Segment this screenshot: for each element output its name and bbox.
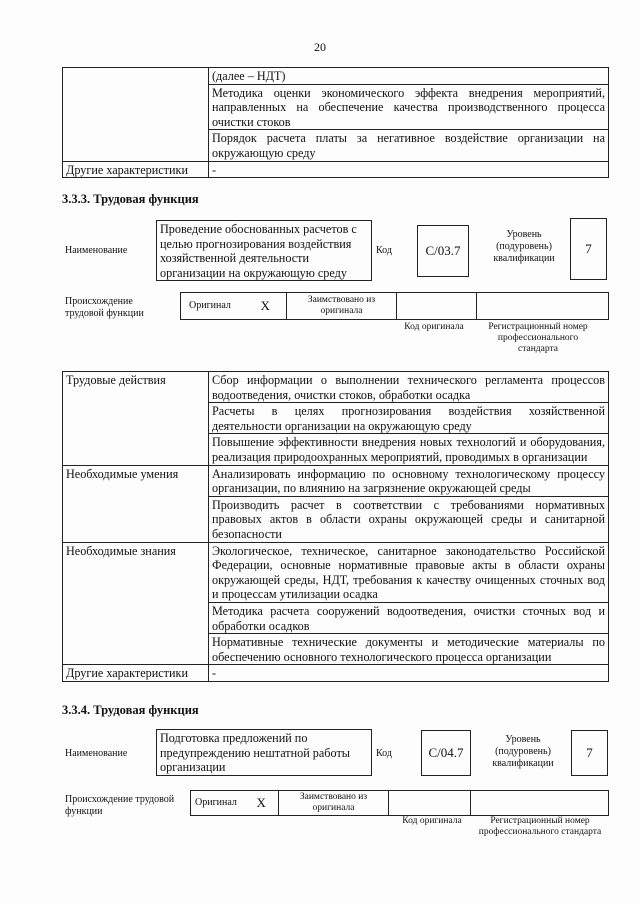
name-value: Проведение обоснованных расчетов с целью прогнозирования воздействия хозяйственной деятельности организации на окружающую среду xyxy=(160,222,357,280)
code-original-cell xyxy=(389,791,471,816)
cell: - xyxy=(209,665,609,682)
level-value-box xyxy=(570,218,607,280)
name-label: Наименование xyxy=(65,748,128,759)
level-label: Уровень (подуровень) квалификации xyxy=(492,734,554,769)
cell: Методика оценки экономического эффекта внедрения мероприятий, направленных на обеспечение качества производственного процесса очистки стоков xyxy=(209,84,609,130)
table-row xyxy=(63,372,609,403)
original-mark: Х xyxy=(245,791,279,816)
table-row xyxy=(63,465,609,496)
reg-number-label: Регистрационный номер профессионального стандарта xyxy=(478,816,602,837)
table-row xyxy=(63,665,609,682)
cell: Анализировать информацию по основному технологическому процессу организации, по влиянию на загрязнение окружающей среды xyxy=(209,465,609,496)
name-value-box xyxy=(156,220,372,281)
row-label: Другие характеристики xyxy=(63,665,209,682)
code-value-box xyxy=(421,730,471,776)
cell: Методика расчета сооружений водоотведения, очистки сточных вод и обработки осадков xyxy=(209,602,609,633)
code-label: Код xyxy=(376,748,392,759)
original-label: Оригинал xyxy=(181,293,245,320)
code-label: Код xyxy=(376,245,392,256)
row-label: Необходимые знания xyxy=(63,542,209,665)
original-mark: Х xyxy=(245,293,287,320)
level-value-box xyxy=(571,730,608,776)
cell: Повышение эффективности внедрения новых технологий и оборудования, реализация природоохранных мероприятий, проводимых в организации xyxy=(209,434,609,465)
cell: Экологическое, техническое, санитарное законодательство Российской Федерации, основные нормативные правовые акты в области охраны окружающей среды, НДТ, требования к качеству очищенных сточных вод и процессам утилизации осадка xyxy=(209,542,609,602)
level-value: 7 xyxy=(586,745,593,760)
table-row xyxy=(63,161,609,178)
cell: Сбор информации о выполнении технического регламента процессов водоотведения, очистки стоков, обработки осадка xyxy=(209,372,609,403)
table-row xyxy=(63,542,609,602)
name-label: Наименование xyxy=(65,245,128,256)
borrowed-label: Заимствовано из оригинала xyxy=(287,293,397,320)
cell: (далее – НДТ) xyxy=(209,68,609,85)
origin-label: Происхождение трудовой функции xyxy=(65,296,144,319)
cell: Расчеты в целях прогнозирования воздействия хозяйственной деятельности организации на окружающую среду xyxy=(209,403,609,434)
original-label: Оригинал xyxy=(191,791,245,816)
code-value: С/03.7 xyxy=(425,243,461,258)
code-value-box xyxy=(417,225,469,277)
row-label xyxy=(63,68,209,162)
reg-number-cell xyxy=(477,293,609,320)
cell: - xyxy=(209,161,609,178)
cell: Нормативные технические документы и методические материалы по обеспечению основного технологического процесса организации xyxy=(209,634,609,665)
main-table xyxy=(62,371,609,682)
origin-label: Происхождение трудовой функции xyxy=(65,794,175,817)
page-number: 20 xyxy=(314,40,326,54)
origin-table xyxy=(180,292,609,320)
row-label: Другие характеристики xyxy=(63,161,209,178)
top-table xyxy=(62,67,609,178)
code-value: С/04.7 xyxy=(428,745,464,760)
row-label: Необходимые умения xyxy=(63,465,209,542)
name-value-box xyxy=(156,729,372,776)
level-label: Уровень (подуровень) квалификации xyxy=(493,229,555,264)
origin-table xyxy=(190,790,609,816)
table-row xyxy=(63,68,609,85)
code-original-label: Код оригинала xyxy=(402,816,462,826)
code-original-label: Код оригинала xyxy=(404,322,464,332)
reg-number-cell xyxy=(471,791,609,816)
section-heading: 3.3.4. Трудовая функция xyxy=(62,703,199,717)
code-original-cell xyxy=(397,293,477,320)
level-value: 7 xyxy=(585,241,592,256)
reg-number-label: Регистрационный номер профессионального стандарта xyxy=(488,322,588,354)
cell: Производить расчет в соответствии с требованиями нормативных правовых актов в области охраны окружающей среды и санитарной безопасности xyxy=(209,496,609,542)
row-label: Трудовые действия xyxy=(63,372,209,466)
cell: Порядок расчета платы за негативное воздействие организации на окружающую среду xyxy=(209,130,609,161)
name-value: Подготовка предложений по предупреждению нештатной работы организации xyxy=(160,731,350,775)
borrowed-label: Заимствовано из оригинала xyxy=(279,791,389,816)
section-heading: 3.3.3. Трудовая функция xyxy=(62,192,199,206)
